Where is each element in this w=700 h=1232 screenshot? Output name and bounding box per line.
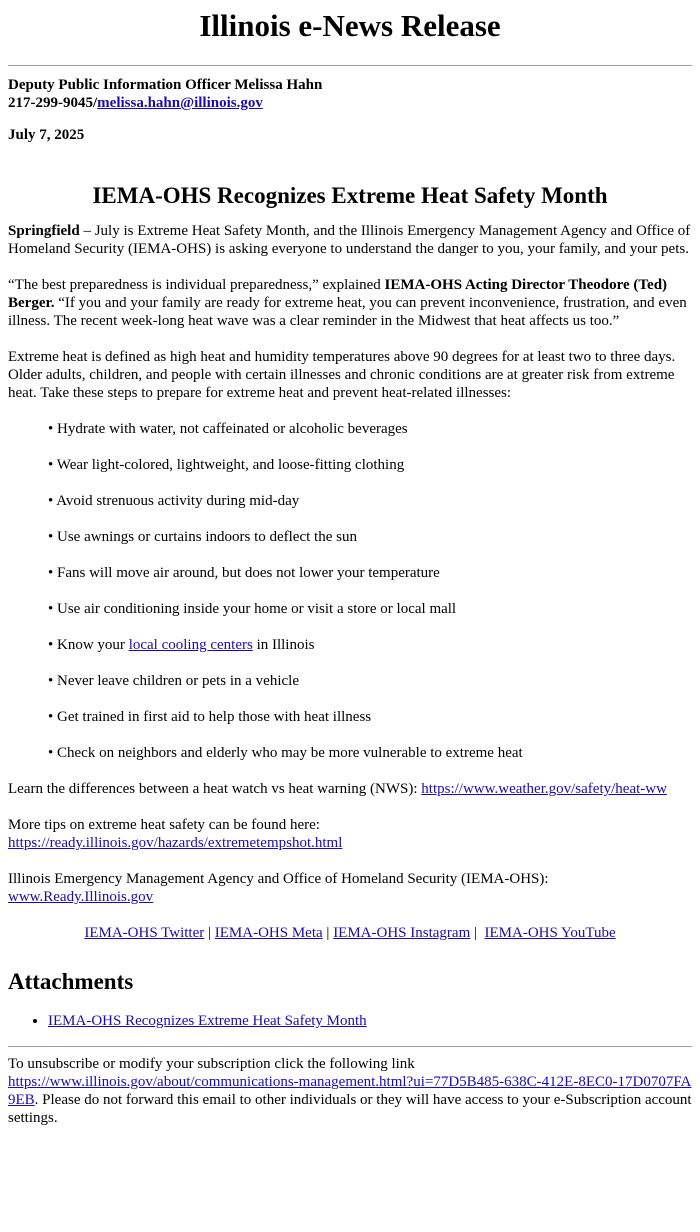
attachments-list (8, 1012, 692, 1030)
twitter-link[interactable]: IEMA-OHS Twitter (84, 925, 205, 941)
meta-link[interactable]: IEMA-OHS Meta (214, 925, 323, 941)
list-item: • Use air conditioning inside your home or visit a store or local mall (48, 601, 457, 617)
unsubscribe-link[interactable]: https://www.illinois.gov/about/communications-management.html?ui=77D5B485-638C-412E-8EC0-17D0707FA9EB (8, 1074, 692, 1108)
paragraph-more-tips: More tips on extreme heat safety can be found here: https://ready.illinois.gov/hazards/extremetempshot.html (8, 817, 343, 851)
attachments-heading: Attachments (8, 969, 134, 994)
list-item: • Get trained in first aid to help those with heat illness (48, 709, 372, 725)
list-item: • Know your local cooling centers in Illinois (48, 637, 315, 653)
list-item (48, 1012, 692, 1030)
contact-email-link[interactable]: melissa.hahn@illinois.gov (97, 95, 263, 111)
release-headline: IEMA-OHS Recognizes Extreme Heat Safety Month (92, 183, 608, 208)
contact-officer: Deputy Public Information Officer Melissa Hahn (8, 77, 323, 93)
ready-illinois-link[interactable]: www.Ready.Illinois.gov (8, 889, 154, 905)
contact-phone: 217-299-9045/ (8, 95, 98, 111)
paragraph-quote (8, 276, 692, 330)
release-date: July 7, 2025 (8, 127, 85, 143)
paragraph-intro (8, 222, 692, 258)
unsubscribe-notice: To unsubscribe or modify your subscription click the following link https://www.illinois.gov/about/communications-management.html?ui=77D5B485-638C-412E-8EC0-17D0707FA9EB. Please do not forward this email to other individuals or they will have access to your e-Subscription account settings. (8, 1056, 692, 1126)
quote-part-2: “If you and your family are ready for extreme heat, you can prevent inconvenience, frustration, and even illness. The recent week-long heat wave was a clear reminder in the Midwest that heat affects us too.” (8, 295, 687, 329)
paragraph-agency: Illinois Emergency Management Agency and Office of Homeland Security (IEMA-OHS): www.Ready.Illinois.gov (8, 871, 549, 905)
release-body (0, 76, 700, 1127)
extreme-temps-link[interactable]: https://ready.illinois.gov/hazards/extremetempshot.html (8, 835, 343, 851)
intro-text: – July is Extreme Heat Safety Month, and the Illinois Emergency Management Agency and Office of Homeland Security (IEMA-OHS) is asking everyone to understand the danger to you, your family, and your pets. (8, 223, 691, 257)
list-item: • Never leave children or pets in a vehicle (48, 673, 299, 689)
page-title: Illinois e-News Release (199, 8, 501, 43)
footer-divider (8, 1046, 692, 1047)
paragraph-nws: Learn the differences between a heat watch vs heat warning (NWS): https://www.weather.gov/safety/heat-ww (8, 781, 667, 797)
dateline: Springfield (8, 223, 80, 239)
speaker-name: IEMA-OHS Acting Director Theodore (Ted) Berger. (8, 277, 668, 311)
paragraph-definition: Extreme heat is defined as high heat and humidity temperatures above 90 degrees for at least two to three days. Older adults, children, and people with certain illnesses and chronic conditions are at greater risk from extreme heat. Take these steps to prepare for extreme heat and prevent heat-related illnesses: (8, 349, 676, 401)
header-divider (8, 65, 692, 66)
list-item: • Avoid strenuous activity during mid-day (48, 493, 300, 509)
social-links: IEMA-OHS Twitter | IEMA-OHS Meta | IEMA-OHS Instagram | IEMA-OHS YouTube (84, 925, 616, 941)
list-item: • Fans will move air around, but does not lower your temperature (48, 565, 440, 581)
list-item: • Use awnings or curtains indoors to deflect the sun (48, 529, 357, 545)
instagram-link[interactable]: IEMA-OHS Instagram (333, 925, 471, 941)
youtube-link[interactable]: IEMA-OHS YouTube (484, 925, 616, 941)
nws-heat-link[interactable]: https://www.weather.gov/safety/heat-ww (421, 781, 667, 797)
list-item: • Hydrate with water, not caffeinated or alcoholic beverages (48, 421, 408, 437)
contact-line (8, 94, 692, 112)
quote-part-1: “The best preparedness is individual preparedness,” explained (8, 277, 385, 293)
cooling-centers-link[interactable]: local cooling centers (128, 637, 253, 653)
tips-list (8, 420, 692, 762)
attachment-link[interactable]: IEMA-OHS Recognizes Extreme Heat Safety Month (48, 1013, 367, 1029)
list-item: • Check on neighbors and elderly who may be more vulnerable to extreme heat (48, 745, 523, 761)
list-item: • Wear light-colored, lightweight, and loose-fitting clothing (48, 457, 405, 473)
